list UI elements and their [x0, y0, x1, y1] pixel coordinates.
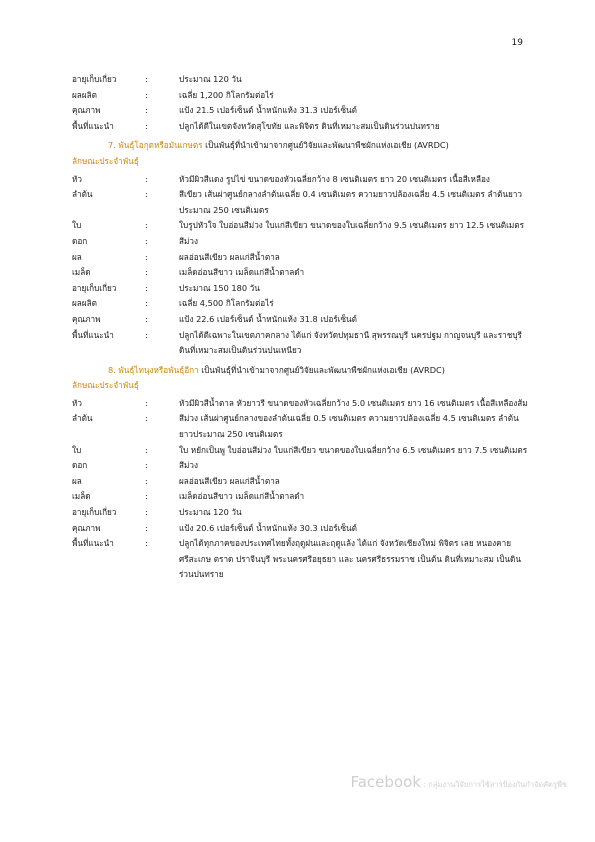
attribute-row — [72, 172, 532, 188]
attribute-row — [72, 443, 532, 459]
attribute-value: เมล็ดอ่อนสีขาว เมล็ดแก่สีน้ำตาลดำ — [179, 491, 305, 502]
attribute-label: อายุเก็บเกี่ยว — [72, 74, 117, 84]
attribute-row — [72, 396, 532, 412]
attribute-label: ผล — [72, 251, 82, 262]
attribute-value: หัวมีผิวสีแดง รูปไข่ ขนาดของหัวเฉลี่ยกว้าง 8 เซนติเมตร ยาว 20 เซนติเมตร เนื้อสีเหลือง — [179, 173, 490, 184]
attribute-value: แป้ง 22.6 เปอร์เซ็นต์ น้ำหนักแห้ง 31.8 เปอร์เซ็นต์ — [179, 313, 357, 324]
attribute-colon: : — [145, 313, 148, 324]
section-heading — [72, 363, 532, 379]
attribute-label: ลำต้น — [72, 413, 93, 424]
attribute-value: ผลอ่อนสีเขียว ผลแก่สีน้ำตาล — [179, 475, 280, 486]
attribute-colon: : — [145, 120, 148, 131]
attribute-label: พื้นที่แนะนำ — [72, 538, 114, 549]
attribute-label: พื้นที่แนะนำ — [72, 329, 114, 340]
attribute-row — [72, 218, 532, 234]
attribute-colon: : — [145, 522, 148, 533]
section-description: เป็นพันธุ์ที่นำเข้ามาจากศูนย์วิจัยและพัฒนาพืชผักแห่งเอเชีย (AVRDC) — [198, 364, 445, 375]
top-rows — [72, 72, 532, 134]
attribute-row — [72, 489, 532, 505]
attribute-colon: : — [145, 491, 148, 502]
attribute-label: หัว — [72, 397, 82, 408]
attribute-colon: : — [145, 397, 148, 408]
attribute-colon: : — [145, 89, 148, 100]
attribute-value: สีม่วง — [179, 235, 198, 246]
attribute-row — [72, 103, 532, 119]
section-heading — [72, 138, 532, 154]
attribute-label: คุณภาพ — [72, 522, 101, 533]
attribute-colon: : — [145, 475, 148, 486]
footer — [350, 773, 567, 791]
attribute-colon: : — [145, 173, 148, 184]
attribute-value: ประมาณ 150 180 วัน — [179, 282, 260, 293]
section-title: 7. พันธุ์โอกุดหรือมันเกษตร — [108, 140, 203, 151]
attribute-colon: : — [145, 74, 148, 84]
attribute-colon: : — [145, 220, 148, 231]
attribute-row — [72, 505, 532, 521]
attribute-colon: : — [145, 235, 148, 246]
attribute-label: ผล — [72, 475, 82, 486]
attribute-colon: : — [145, 251, 148, 262]
section-subheading: ลักษณะประจำพันธุ์ — [72, 380, 139, 391]
attribute-value: สีม่วง เส้นผ่าศูนย์กลางของลำต้นเฉลี่ย 0.5 เซนติเมตร ความยาวปล้องเฉลี่ย 4.5 เซนติเมตร ลำต้นยาวประมาณ 250 เซนติเมตร — [179, 413, 519, 440]
attribute-value: ผลอ่อนสีเขียว ผลแก่สีน้ำตาล — [179, 251, 280, 262]
section-subheading: ลักษณะประจำพันธุ์ — [72, 155, 139, 166]
footer-brand: Facebook — [350, 773, 421, 791]
attribute-label: คุณภาพ — [72, 313, 101, 324]
attribute-label: เมล็ด — [72, 267, 91, 278]
attribute-colon: : — [145, 460, 148, 471]
attribute-row — [72, 521, 532, 537]
attribute-value: หัวมีผิวสีน้ำตาล หัวยาวรี ขนาดของหัวเฉลี่ยกว้าง 5.0 เซนติเมตร ยาว 16 เซนติเมตร เนื้อสีเหลืองส้ม — [179, 397, 528, 408]
attribute-value: ประมาณ 120 วัน — [179, 74, 242, 84]
attribute-value: เฉลี่ย 4,500 กิโลกรัมต่อไร่ — [179, 298, 274, 309]
attribute-value: ปลูกได้ดีเฉพาะในเขตภาคกลาง ได้แก่ จังหวัดปทุมธานี สุพรรณบุรี นครปฐม กาญจนบุรี และราชบุรี ดินที่เหมาะสมเป็นดินร่วนปนเหนียว — [179, 329, 522, 356]
attribute-row — [72, 281, 532, 297]
attribute-label: ผลผลิต — [72, 89, 97, 100]
attribute-row — [72, 119, 532, 135]
attribute-row — [72, 328, 532, 359]
attribute-colon: : — [145, 444, 148, 455]
attribute-value: ประมาณ 120 วัน — [179, 507, 242, 518]
attribute-label: อายุเก็บเกี่ยว — [72, 507, 117, 518]
attribute-row — [72, 458, 532, 474]
attribute-row — [72, 536, 532, 583]
attribute-row — [72, 474, 532, 490]
attribute-value: แป้ง 21.5 เปอร์เซ็นต์ น้ำหนักแห้ง 31.3 เปอร์เซ็นต์ — [179, 105, 357, 116]
attribute-row — [72, 312, 532, 328]
attribute-row — [72, 265, 532, 281]
attribute-label: ลำต้น — [72, 189, 93, 200]
attribute-value: เฉลี่ย 1,200 กิโลกรัมต่อไร่ — [179, 89, 274, 100]
attribute-value: ใบรูปหัวใจ ใบอ่อนสีม่วง ใบแก่สีเขียว ขนาดของใบเฉลี่ยกว้าง 9.5 เซนติเมตร ยาว 12.5 เซนติเมตร — [179, 220, 524, 231]
attribute-row — [72, 234, 532, 250]
attribute-row — [72, 411, 532, 442]
attribute-value: ใบ หยักเป็นพู ใบอ่อนสีม่วง ใบแก่สีเขียว ขนาดของใบเฉลี่ยกว้าง 6.5 เซนติเมตร ยาว 7.5 เซนติเมตร — [179, 444, 528, 455]
attribute-list — [72, 396, 532, 583]
attribute-colon: : — [145, 267, 148, 278]
attribute-label: ใบ — [72, 444, 82, 455]
footer-text: : กลุ่มงานวิจัยการใช้สารป้องกันกำจัดศัตรูพืช — [420, 780, 567, 789]
attribute-colon: : — [145, 507, 148, 518]
attribute-colon: : — [145, 413, 148, 424]
attribute-row — [72, 88, 532, 104]
attribute-value: สีเขียว เส้นผ่าศูนย์กลางลำต้นเฉลี่ย 0.4 เซนติเมตร ความยาวปล้องเฉลี่ย 4.5 เซนติเมตร ลำต้นยาวประมาณ 250 เซนติเมตร — [179, 189, 522, 215]
page-number: 19 — [511, 38, 523, 48]
attribute-colon: : — [145, 189, 148, 200]
section-8 — [72, 363, 532, 583]
attribute-value: แป้ง 20.6 เปอร์เซ็นต์ น้ำหนักแห้ง 30.3 เปอร์เซ็นต์ — [179, 522, 357, 533]
attribute-label: อายุเก็บเกี่ยว — [72, 282, 117, 293]
attribute-label: ใบ — [72, 220, 82, 231]
attribute-value: ปลูกได้ทุกภาคของประเทศไทยทั้งฤดูฝนและฤดูแล้ง ได้แก่ จังหวัดเชียงใหม่ พิจิตร เลย หนองคาย ศรีสะเกษ ตราด ปราจีนบุรี พระนครศรีอยุธยา และ นครศรีธรรมราช เป็นต้น ดินที่เหมาะสม เป็นดินร่วนปนทราย — [179, 538, 521, 580]
attribute-colon: : — [145, 298, 148, 309]
document-body — [72, 72, 532, 583]
attribute-label: คุณภาพ — [72, 105, 101, 116]
attribute-label: ดอก — [72, 235, 88, 246]
attribute-colon: : — [145, 282, 148, 293]
attribute-label: ดอก — [72, 460, 88, 471]
attribute-row — [72, 187, 532, 218]
section-description: เป็นพันธุ์ที่นำเข้ามาจากศูนย์วิจัยและพัฒนาพืชผักแห่งเอเชีย (AVRDC) — [202, 140, 449, 151]
attribute-label: พื้นที่แนะนำ — [72, 120, 114, 131]
attribute-value: เมล็ดอ่อนสีขาว เมล็ดแก่สีน้ำตาลดำ — [179, 267, 305, 278]
attribute-row — [72, 250, 532, 266]
attribute-row — [72, 72, 532, 88]
attribute-list — [72, 172, 532, 359]
attribute-label: เมล็ด — [72, 491, 91, 502]
attribute-colon: : — [145, 538, 148, 549]
attribute-label: หัว — [72, 173, 82, 184]
attribute-colon: : — [145, 105, 148, 116]
attribute-label: ผลผลิต — [72, 298, 97, 309]
attribute-colon: : — [145, 329, 148, 340]
section-title: 8. พันธุ์ไทนุงหรือพันธุ์อีกา — [108, 364, 199, 375]
attribute-value: ปลูกได้ดีในเขตจังหวัดสุโขทัย และพิจิตร ดินที่เหมาะสมเป็นดินร่วนปนทราย — [179, 120, 440, 131]
attribute-row — [72, 296, 532, 312]
attribute-value: สีม่วง — [179, 460, 198, 471]
section-7 — [72, 138, 532, 358]
